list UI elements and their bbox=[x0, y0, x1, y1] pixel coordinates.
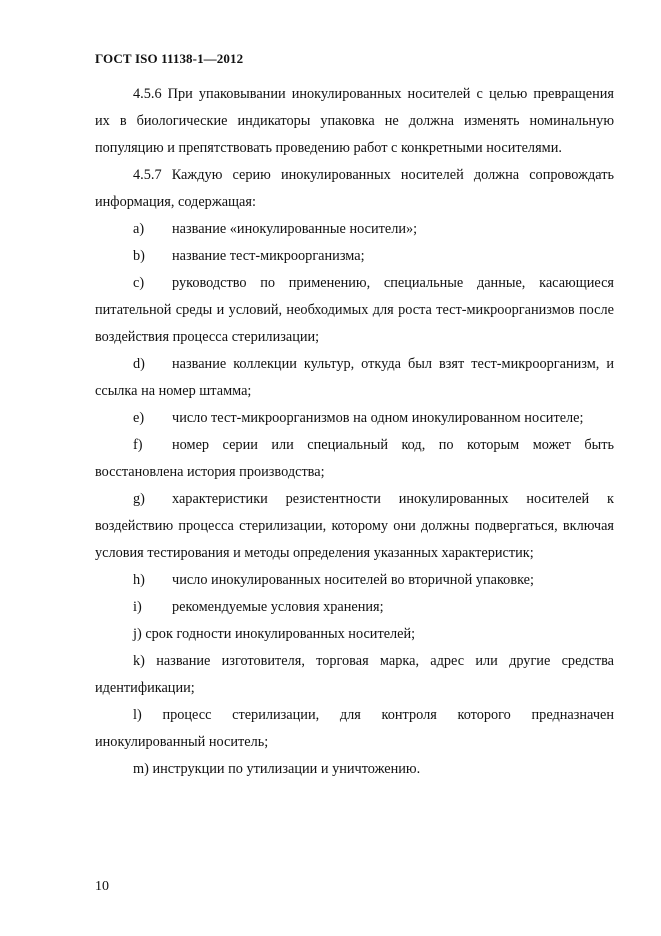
list-marker: d) bbox=[133, 356, 145, 372]
list-marker: h) bbox=[133, 572, 145, 588]
list-item-text: рекомендуемые условия хранения; bbox=[172, 599, 384, 615]
list-item-g bbox=[95, 486, 614, 567]
list-item-b bbox=[95, 243, 614, 270]
list-marker: a) bbox=[133, 221, 145, 237]
list-item-text: характеристики резистентности инокулированных носителей к воздействию процесса стерилизации, которому они должны подвергаться, включая условия тестирования и методы определения указанных характеристик; bbox=[95, 491, 614, 561]
list-item-text: число инокулированных носителей во вторичной упаковке; bbox=[172, 572, 534, 588]
page-number: 10 bbox=[95, 879, 109, 894]
list-item-text: название коллекции культур, откуда был взят тест-микроорганизм, и ссылка на номер штамма; bbox=[95, 356, 614, 399]
list-item-j bbox=[95, 621, 614, 648]
paragraph-4-5-7: 4.5.7 Каждую серию инокулированных носителей должна сопровождать информация, содержащая: bbox=[95, 167, 614, 210]
list-item-i bbox=[95, 594, 614, 621]
list-item-h bbox=[95, 567, 614, 594]
list-item-k bbox=[95, 648, 614, 702]
list-item-text: название изготовителя, торговая марка, адрес или другие средства идентификации; bbox=[95, 653, 614, 696]
list-marker: c) bbox=[133, 275, 145, 291]
list-marker: b) bbox=[133, 248, 145, 264]
list-item-f bbox=[95, 432, 614, 486]
list-item-text: название тест-микроорганизма; bbox=[172, 248, 365, 264]
list-item-m bbox=[95, 756, 614, 783]
list-marker: k) bbox=[133, 653, 145, 669]
list-item-a bbox=[95, 216, 614, 243]
list-marker: i) bbox=[133, 599, 142, 615]
list-item-text: руководство по применению, специальные данные, касающиеся питательной среды и условий, необходимых для роста тест-микроорганизмов после воздействия процесса стерилизации; bbox=[95, 275, 614, 345]
list-marker: m) bbox=[133, 761, 149, 777]
document-body bbox=[95, 81, 614, 783]
list-item-text: число тест-микроорганизмов на одном инокулированном носителе; bbox=[172, 410, 584, 426]
list-item-d bbox=[95, 351, 614, 405]
list-item-text: номер серии или специальный код, по которым может быть восстановлена история производства; bbox=[95, 437, 614, 480]
list-item-text: процесс стерилизации, для контроля которого предназначен инокулированный носитель; bbox=[95, 707, 615, 750]
list-item-text: инструкции по утилизации и уничтожению. bbox=[152, 761, 421, 777]
list-marker: j) bbox=[133, 626, 142, 642]
list-item-text: срок годности инокулированных носителей; bbox=[145, 626, 416, 642]
paragraph-4-5-6: 4.5.6 При упаковывании инокулированных носителей с целью превращения их в биологические индикаторы упаковка не должна изменять номинальную популяцию и препятствовать проведению работ с конкретными носителями. bbox=[95, 86, 614, 156]
list-marker: e) bbox=[133, 410, 145, 426]
list-marker: f) bbox=[133, 437, 143, 453]
list-item-c bbox=[95, 270, 614, 351]
list-item-e bbox=[95, 405, 614, 432]
list-marker: l) bbox=[133, 707, 142, 723]
list-marker: g) bbox=[133, 491, 145, 507]
document-header: ГОСТ ISO 11138-1—2012 bbox=[95, 51, 244, 66]
list-item-text: название «инокулированные носители»; bbox=[172, 221, 418, 237]
list-item-l bbox=[95, 702, 614, 756]
